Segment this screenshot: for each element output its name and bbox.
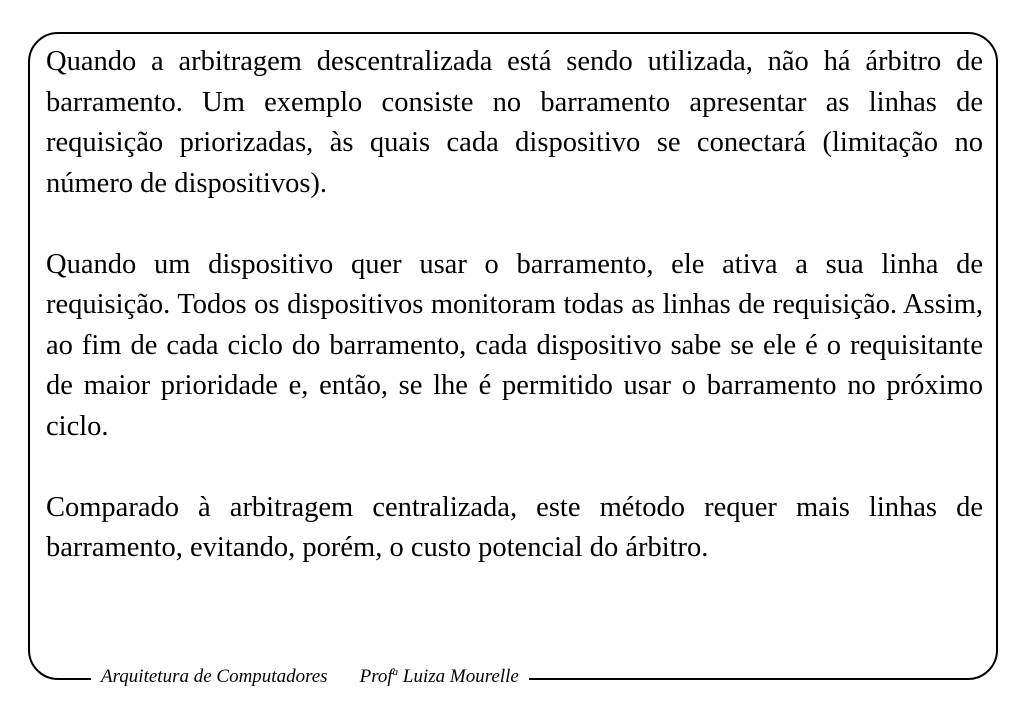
footer-prof-prefix: Prof [359, 666, 393, 687]
footer-course: Arquitetura de Computadores [101, 666, 328, 687]
slide-content [46, 42, 983, 609]
footer-prof-superscript: a [392, 666, 399, 678]
slide-footer [91, 664, 529, 690]
paragraph-3: Comparado à arbitragem centralizada, este método requer mais linhas de barramento, evitando, porém, o custo potencial do árbitro. [46, 491, 983, 563]
paragraph-1: Quando a arbitragem descentralizada está sendo utilizada, não há árbitro de barramento. Um exemplo consiste no barramento apresentar as linhas de requisição priorizadas, às quais cada dispositivo se conectará (limitação no número de dispositivos). [46, 46, 983, 199]
paragraph-2: Quando um dispositivo quer usar o barramento, ele ativa a sua linha de requisição. Todos os dispositivos monitoram todas as linhas de requisição. Assim, ao fim de cada ciclo do barramento, cada dispositivo sabe se ele é o requisitante de maior prioridade e, então, se lhe é permitido usar o barramento no próximo ciclo. [46, 248, 983, 442]
footer-prof-name: Luiza Mourelle [402, 666, 519, 687]
footer-professor [360, 666, 519, 687]
